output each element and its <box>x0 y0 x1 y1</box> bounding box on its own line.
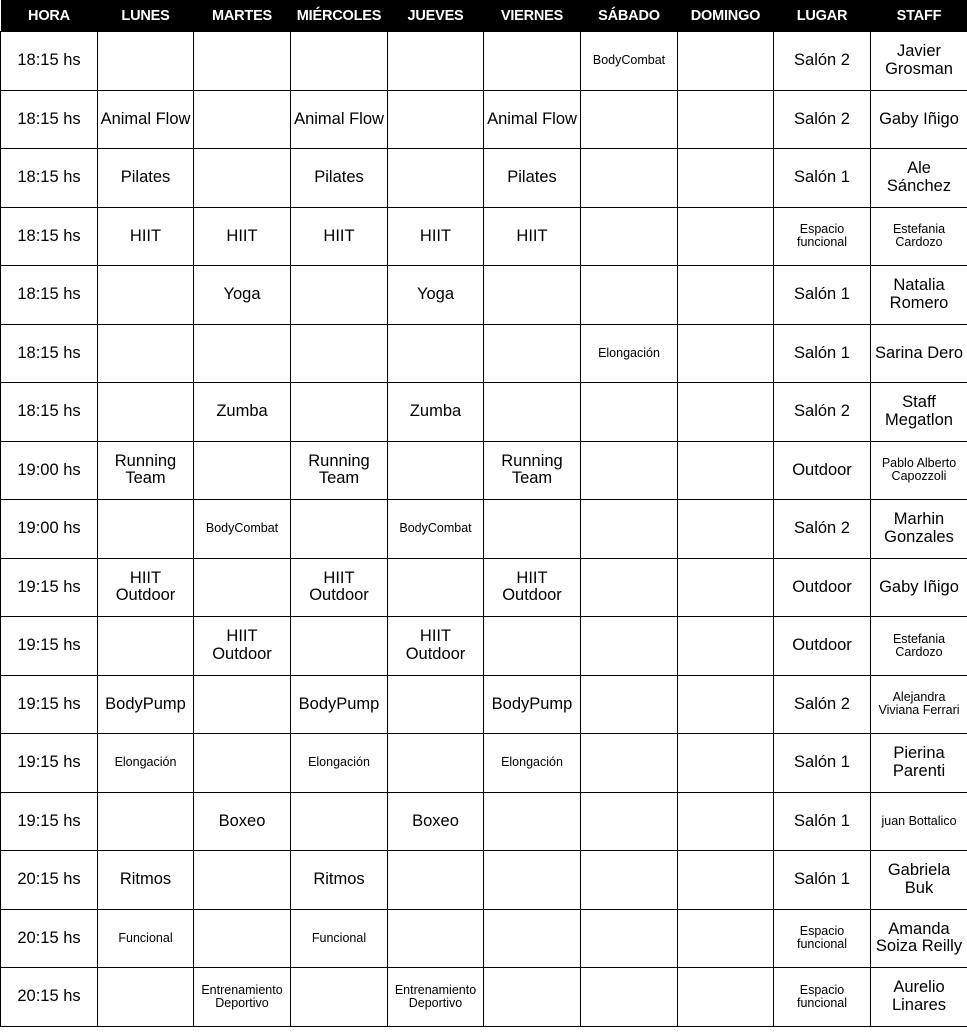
schedule-row <box>1 792 967 851</box>
cell-staff: Gaby Iñigo <box>871 558 967 617</box>
cell-domingo <box>678 266 774 325</box>
schedule-row <box>1 90 967 149</box>
cell-sabado <box>581 558 678 617</box>
cell-martes <box>194 675 291 734</box>
cell-lunes <box>98 500 194 559</box>
cell-miercoles <box>291 324 388 383</box>
cell-staff: Ale Sánchez <box>871 149 967 208</box>
cell-miercoles: Running Team <box>291 441 388 500</box>
cell-martes <box>194 32 291 91</box>
cell-martes: Entrenamiento Deportivo <box>194 968 291 1027</box>
cell-viernes <box>484 968 581 1027</box>
cell-viernes: HIIT Outdoor <box>484 558 581 617</box>
cell-staff: juan Bottalico <box>871 792 967 851</box>
cell-jueves: Yoga <box>388 266 484 325</box>
cell-lugar: Espacio funcional <box>774 207 871 266</box>
cell-lugar: Salón 1 <box>774 266 871 325</box>
cell-domingo <box>678 90 774 149</box>
cell-lugar: Salón 2 <box>774 32 871 91</box>
cell-jueves: Entrenamiento Deportivo <box>388 968 484 1027</box>
cell-lunes: Elongación <box>98 734 194 793</box>
cell-miercoles: BodyPump <box>291 675 388 734</box>
cell-lugar: Salón 1 <box>774 324 871 383</box>
cell-lunes: HIIT Outdoor <box>98 558 194 617</box>
cell-hora: 18:15 hs <box>1 324 98 383</box>
cell-martes <box>194 324 291 383</box>
cell-hora: 18:15 hs <box>1 207 98 266</box>
cell-jueves <box>388 149 484 208</box>
schedule-row <box>1 149 967 208</box>
cell-domingo <box>678 617 774 676</box>
cell-staff: Estefania Cardozo <box>871 617 967 676</box>
cell-jueves: Boxeo <box>388 792 484 851</box>
cell-viernes <box>484 500 581 559</box>
cell-viernes: Elongación <box>484 734 581 793</box>
cell-viernes <box>484 324 581 383</box>
cell-staff: Alejandra Viviana Ferrari <box>871 675 967 734</box>
cell-martes: BodyCombat <box>194 500 291 559</box>
cell-viernes: HIIT <box>484 207 581 266</box>
cell-martes <box>194 441 291 500</box>
cell-viernes <box>484 617 581 676</box>
cell-jueves <box>388 90 484 149</box>
cell-martes: HIIT <box>194 207 291 266</box>
cell-lunes: Pilates <box>98 149 194 208</box>
cell-hora: 19:15 hs <box>1 675 98 734</box>
cell-hora: 20:15 hs <box>1 851 98 910</box>
cell-martes <box>194 909 291 968</box>
schedule-row <box>1 324 967 383</box>
cell-lugar: Salón 1 <box>774 734 871 793</box>
cell-sabado <box>581 207 678 266</box>
cell-miercoles: Animal Flow <box>291 90 388 149</box>
cell-staff: Natalia Romero <box>871 266 967 325</box>
cell-staff: Amanda Soiza Reilly <box>871 909 967 968</box>
cell-jueves: HIIT Outdoor <box>388 617 484 676</box>
cell-domingo <box>678 734 774 793</box>
cell-lunes <box>98 792 194 851</box>
cell-staff: Pablo Alberto Capozzoli <box>871 441 967 500</box>
cell-hora: 18:15 hs <box>1 266 98 325</box>
cell-viernes <box>484 32 581 91</box>
schedule-row <box>1 441 967 500</box>
cell-miercoles <box>291 968 388 1027</box>
cell-staff: Staff Megatlon <box>871 383 967 442</box>
cell-viernes: Animal Flow <box>484 90 581 149</box>
header-lugar: LUGAR <box>774 0 871 32</box>
cell-miercoles: Funcional <box>291 909 388 968</box>
cell-viernes: Pilates <box>484 149 581 208</box>
cell-staff: Marhin Gonzales <box>871 500 967 559</box>
cell-lugar: Salón 2 <box>774 675 871 734</box>
schedule-row <box>1 968 967 1027</box>
cell-lunes <box>98 266 194 325</box>
cell-miercoles: HIIT <box>291 207 388 266</box>
cell-domingo <box>678 324 774 383</box>
schedule-row <box>1 851 967 910</box>
cell-hora: 19:15 hs <box>1 558 98 617</box>
cell-sabado <box>581 617 678 676</box>
cell-lugar: Salón 2 <box>774 500 871 559</box>
cell-lugar: Outdoor <box>774 558 871 617</box>
schedule-row <box>1 500 967 559</box>
schedule-row <box>1 32 967 91</box>
schedule-row <box>1 909 967 968</box>
cell-domingo <box>678 675 774 734</box>
cell-martes: HIIT Outdoor <box>194 617 291 676</box>
cell-staff: Pierina Parenti <box>871 734 967 793</box>
schedule-header <box>1 0 967 32</box>
cell-miercoles: HIIT Outdoor <box>291 558 388 617</box>
cell-hora: 18:15 hs <box>1 90 98 149</box>
cell-martes <box>194 149 291 208</box>
cell-hora: 19:00 hs <box>1 500 98 559</box>
cell-lunes <box>98 383 194 442</box>
cell-staff: Estefania Cardozo <box>871 207 967 266</box>
cell-hora: 20:15 hs <box>1 968 98 1027</box>
cell-lunes: BodyPump <box>98 675 194 734</box>
header-hora: HORA <box>1 0 98 32</box>
header-staff: STAFF <box>871 0 967 32</box>
cell-staff: Sarina Dero <box>871 324 967 383</box>
cell-lunes <box>98 32 194 91</box>
cell-domingo <box>678 851 774 910</box>
cell-lunes: Animal Flow <box>98 90 194 149</box>
cell-sabado <box>581 968 678 1027</box>
cell-miercoles <box>291 32 388 91</box>
cell-lugar: Espacio funcional <box>774 909 871 968</box>
cell-jueves: BodyCombat <box>388 500 484 559</box>
schedule-row <box>1 207 967 266</box>
cell-viernes <box>484 909 581 968</box>
schedule-body <box>1 32 967 1027</box>
cell-miercoles <box>291 383 388 442</box>
cell-domingo <box>678 968 774 1027</box>
cell-hora: 18:15 hs <box>1 383 98 442</box>
cell-jueves <box>388 324 484 383</box>
schedule-row <box>1 675 967 734</box>
cell-jueves <box>388 734 484 793</box>
header-viernes: VIERNES <box>484 0 581 32</box>
cell-hora: 18:15 hs <box>1 149 98 208</box>
cell-miercoles <box>291 266 388 325</box>
cell-domingo <box>678 441 774 500</box>
cell-lunes <box>98 617 194 676</box>
cell-sabado <box>581 675 678 734</box>
cell-lunes: Running Team <box>98 441 194 500</box>
cell-sabado <box>581 149 678 208</box>
cell-hora: 19:00 hs <box>1 441 98 500</box>
cell-martes <box>194 558 291 617</box>
cell-sabado <box>581 792 678 851</box>
cell-miercoles <box>291 792 388 851</box>
cell-domingo <box>678 207 774 266</box>
cell-lugar: Salón 1 <box>774 792 871 851</box>
cell-sabado <box>581 441 678 500</box>
cell-martes <box>194 851 291 910</box>
cell-domingo <box>678 500 774 559</box>
cell-domingo <box>678 383 774 442</box>
schedule-row <box>1 558 967 617</box>
cell-jueves <box>388 32 484 91</box>
cell-martes <box>194 90 291 149</box>
cell-sabado <box>581 383 678 442</box>
header-sabado: SÁBADO <box>581 0 678 32</box>
cell-lunes <box>98 968 194 1027</box>
cell-lugar: Salón 1 <box>774 149 871 208</box>
cell-lugar: Outdoor <box>774 441 871 500</box>
cell-domingo <box>678 32 774 91</box>
header-row <box>1 0 967 32</box>
cell-viernes: BodyPump <box>484 675 581 734</box>
schedule-row <box>1 383 967 442</box>
cell-domingo <box>678 792 774 851</box>
cell-staff: Javier Grosman <box>871 32 967 91</box>
header-jueves: JUEVES <box>388 0 484 32</box>
header-martes: MARTES <box>194 0 291 32</box>
cell-domingo <box>678 149 774 208</box>
header-lunes: LUNES <box>98 0 194 32</box>
cell-sabado: BodyCombat <box>581 32 678 91</box>
cell-hora: 19:15 hs <box>1 734 98 793</box>
cell-martes: Boxeo <box>194 792 291 851</box>
cell-miercoles: Elongación <box>291 734 388 793</box>
cell-sabado <box>581 500 678 559</box>
cell-staff: Gaby Iñigo <box>871 90 967 149</box>
cell-jueves: HIIT <box>388 207 484 266</box>
cell-lunes: HIIT <box>98 207 194 266</box>
cell-martes: Yoga <box>194 266 291 325</box>
cell-hora: 19:15 hs <box>1 792 98 851</box>
cell-jueves <box>388 851 484 910</box>
header-miercoles: MIÉRCOLES <box>291 0 388 32</box>
cell-lugar: Espacio funcional <box>774 968 871 1027</box>
cell-sabado <box>581 734 678 793</box>
cell-lugar: Salón 2 <box>774 383 871 442</box>
cell-staff: Gabriela Buk <box>871 851 967 910</box>
cell-viernes <box>484 383 581 442</box>
cell-jueves: Zumba <box>388 383 484 442</box>
cell-jueves <box>388 675 484 734</box>
cell-lunes: Ritmos <box>98 851 194 910</box>
cell-miercoles: Ritmos <box>291 851 388 910</box>
cell-lunes <box>98 324 194 383</box>
cell-martes <box>194 734 291 793</box>
cell-jueves <box>388 558 484 617</box>
cell-sabado: Elongación <box>581 324 678 383</box>
cell-sabado <box>581 909 678 968</box>
cell-staff: Aurelio Linares <box>871 968 967 1027</box>
cell-jueves <box>388 441 484 500</box>
header-domingo: DOMINGO <box>678 0 774 32</box>
cell-domingo <box>678 909 774 968</box>
cell-sabado <box>581 266 678 325</box>
cell-viernes: Running Team <box>484 441 581 500</box>
cell-hora: 19:15 hs <box>1 617 98 676</box>
cell-miercoles <box>291 617 388 676</box>
cell-hora: 18:15 hs <box>1 32 98 91</box>
cell-jueves <box>388 909 484 968</box>
cell-martes: Zumba <box>194 383 291 442</box>
cell-domingo <box>678 558 774 617</box>
cell-lunes: Funcional <box>98 909 194 968</box>
cell-viernes <box>484 792 581 851</box>
cell-lugar: Salón 1 <box>774 851 871 910</box>
schedule-row <box>1 266 967 325</box>
cell-sabado <box>581 851 678 910</box>
schedule-row <box>1 734 967 793</box>
cell-miercoles: Pilates <box>291 149 388 208</box>
cell-miercoles <box>291 500 388 559</box>
cell-viernes <box>484 266 581 325</box>
cell-hora: 20:15 hs <box>1 909 98 968</box>
schedule-row <box>1 617 967 676</box>
cell-lugar: Outdoor <box>774 617 871 676</box>
cell-sabado <box>581 90 678 149</box>
cell-viernes <box>484 851 581 910</box>
cell-lugar: Salón 2 <box>774 90 871 149</box>
